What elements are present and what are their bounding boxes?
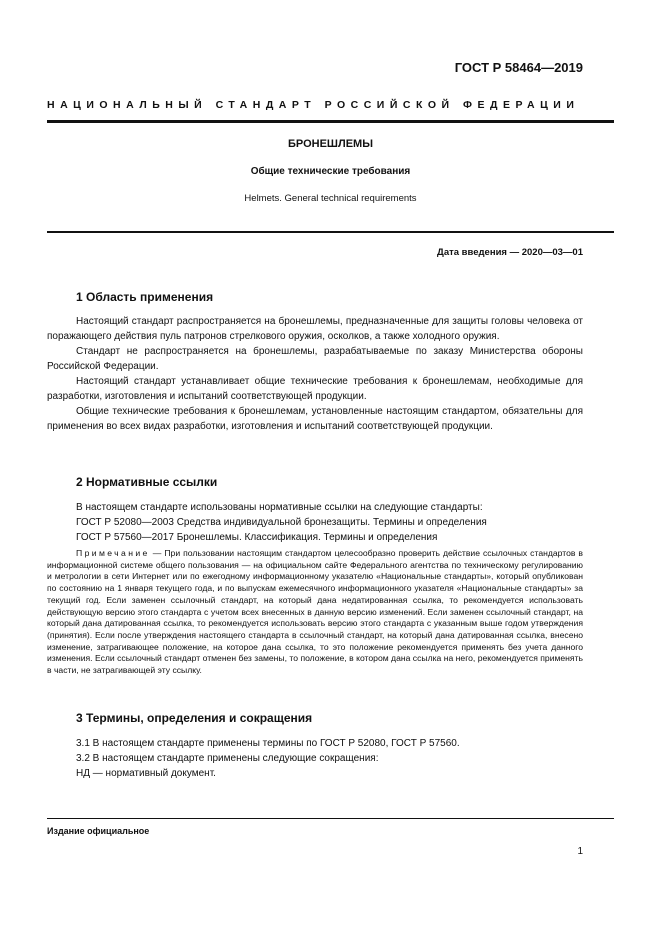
note-text: — При пользовании настоящим стандартом целесообразно проверить действие ссылочных стандартов в информационной системе общего пользования — на официальном сайте Федерального агентства по техническому регулированию и метрологии в сети Интернет или по ежегодному информационному указателю «Национальные стандарты», который опубликован по состоянию на 1 января текущего года, и по выпускам ежемесячного информационного указателя «Национальные стандарты» за текущий год. Если заменен ссылочный стандарт, на который дана недатированная ссылка, то рекомендуется использовать действующую версию этого стандарта с учетом всех внесенных в данную версию изменений. Если заменен ссылочный стандарт, на который дана датированная ссылка, то рекомендуется использовать версию этого стандарта с указанным выше годом утверждения (принятия). Если после утверждения настоящего стандарта в ссылочный стандарт, на который дана датированная ссылка, внесено изменение, затрагивающее положение, на которое дана ссылка, то это положение рекомендуется применять без учета данного изменения. Если ссылочный стандарт отменен без замены, то положение, в котором дана ссылка на него, рекомендуется применять в части, не затрагивающей эту ссылку. <box>47 548 583 676</box>
section-3-heading: 3 Термины, определения и сокращения <box>76 711 313 725</box>
top-divider <box>47 120 614 123</box>
standard-code: ГОСТ Р 58464—2019 <box>454 60 583 75</box>
paragraph: Общие технические требования к бронешлемам, установленные настоящим стандартом, обязательны для применения во всех видах разработки, изготовления и испытаний соответствующей продукции. <box>47 406 583 432</box>
reference-item: ГОСТ Р 57560—2017 Бронешлемы. Классификация. Термины и определения <box>76 532 438 543</box>
paragraph: Настоящий стандарт распространяется на бронешлемы, предназначенные для защиты головы человека от поражающего действия пуль патронов стрелкового оружия, осколков, а также холодного оружия. <box>47 316 583 342</box>
references-note <box>47 548 583 677</box>
abbreviation-line: НД — нормативный документ. <box>76 768 216 779</box>
document-title: БРОНЕШЛЕМЫ <box>288 138 373 150</box>
terms-line: 3.1 В настоящем стандарте применены термины по ГОСТ Р 52080, ГОСТ Р 57560. <box>76 738 460 749</box>
note-label: Примечание <box>76 548 150 558</box>
title-divider <box>47 231 614 233</box>
reference-item: ГОСТ Р 52080—2003 Средства индивидуальной бронезащиты. Термины и определения <box>76 517 487 528</box>
page-number: 1 <box>577 846 583 857</box>
national-standard-title: НАЦИОНАЛЬНЫЙ СТАНДАРТ РОССИЙСКОЙ ФЕДЕРАЦИИ <box>47 99 580 111</box>
section-1-body <box>47 314 583 434</box>
footer-divider <box>47 818 614 819</box>
terms-line: 3.2 В настоящем стандарте применены следующие сокращения: <box>76 753 379 764</box>
paragraph: Настоящий стандарт устанавливает общие технические требования к бронешлемам, необходимые для разработки, изготовления и испытаний соответствующей продукции. <box>47 376 583 402</box>
section-2-heading: 2 Нормативные ссылки <box>76 475 218 489</box>
official-edition-label: Издание официальное <box>47 826 150 836</box>
references-intro: В настоящем стандарте использованы нормативные ссылки на следующие стандарты: <box>76 502 483 513</box>
document-subtitle: Общие технические требования <box>250 166 411 177</box>
section-1-heading: 1 Область применения <box>76 290 214 304</box>
introduction-date: Дата введения — 2020—03—01 <box>437 247 583 258</box>
paragraph: Стандарт не распространяется на бронешлемы, разрабатываемые по заказу Министерства обороны Российской Федерации. <box>47 346 583 372</box>
english-title: Helmets. General technical requirements <box>244 193 417 204</box>
